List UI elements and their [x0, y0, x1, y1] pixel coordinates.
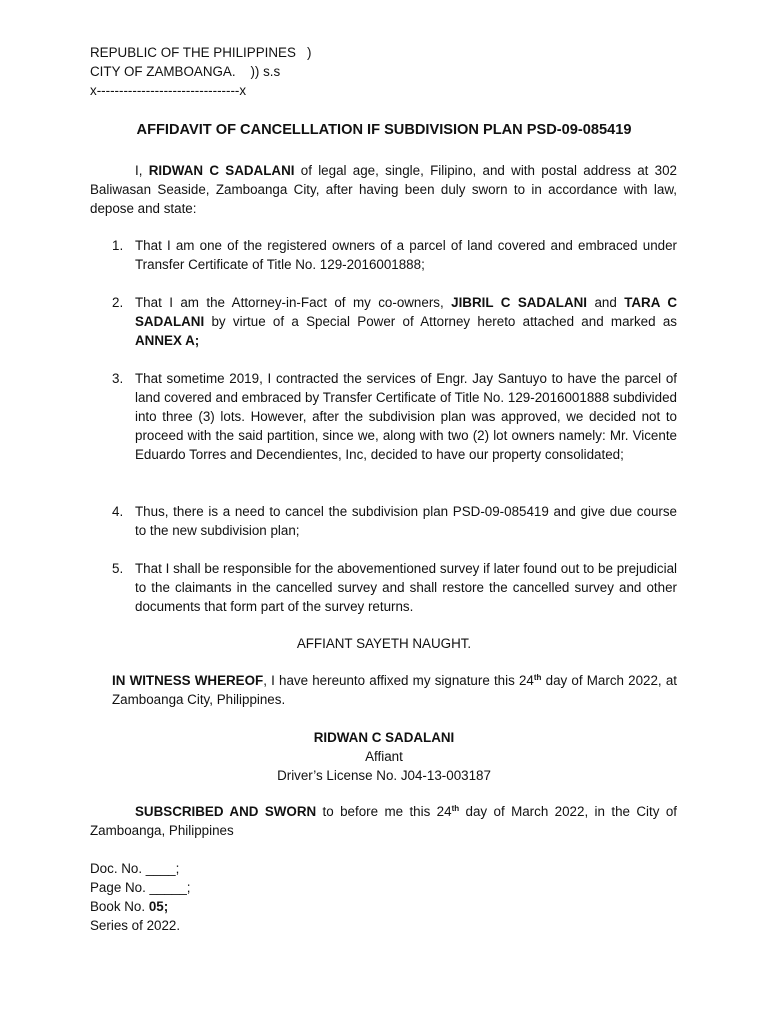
intro-prefix: I,: [135, 163, 149, 178]
book-number: [90, 897, 390, 916]
series-year: Series of 2022.: [90, 918, 181, 933]
affiant-role: Affiant: [365, 749, 403, 764]
item-text-part: and: [587, 295, 625, 310]
item-text: Thus, there is a need to cancel the subdivision plan PSD-09-085419 and give due course to the new subdivision plan;: [135, 504, 677, 538]
jurat-text: to before me this 24: [316, 804, 452, 819]
jurat-lead: SUBSCRIBED AND SWORN: [135, 804, 317, 819]
venue-header: [90, 43, 490, 100]
document-title: AFFIDAVIT OF CANCELLLATION IF SUBDIVISION PLAN PSD-09-085419: [136, 122, 632, 138]
witness-paragraph: [112, 671, 677, 709]
notarial-register: [90, 859, 390, 935]
item-number: 1.: [112, 238, 124, 253]
item-text: That I shall be responsible for the abovementioned survey if later found out to be prejudicial to the claimants in the cancelled survey and shall restore the cancelled survey and other documents that form part of the survey returns.: [135, 561, 677, 614]
jurat-paragraph: [90, 802, 677, 840]
ordinal-suffix: th: [451, 804, 460, 813]
affiant-license: Driver’s License No. J04-13-003187: [277, 768, 491, 783]
annex-label: ANNEX A;: [135, 333, 200, 348]
affiant-name-intro: RIDWAN C SADALANI: [148, 163, 295, 178]
list-item: [90, 293, 677, 350]
ordinal-suffix: th: [533, 673, 542, 682]
affiant-sayeth-naught: AFFIANT SAYETH NAUGHT.: [296, 636, 472, 651]
venue-line-city: CITY OF ZAMBOANGA. )) s.s: [90, 64, 281, 79]
item-number: 4.: [112, 504, 124, 519]
list-item: [90, 502, 677, 540]
witness-text: , I have hereunto affixed my signature this 24: [263, 673, 534, 688]
witness-lead: IN WITNESS WHEREOF: [112, 673, 264, 688]
list-item: [90, 369, 677, 464]
venue-line-republic: REPUBLIC OF THE PHILIPPINES ): [90, 45, 312, 60]
item-text: [135, 293, 677, 350]
venue-line-separator: x--------------------------------x: [90, 83, 247, 98]
item-text-part: That I am the Attorney-in-Fact of my co-owners,: [135, 295, 452, 310]
page-number: Page No. _____;: [90, 880, 191, 895]
doc-number: Doc. No. ____;: [90, 861, 180, 876]
item-number: 3.: [112, 371, 124, 386]
witness-text: day of March 2022, at Zamboanga City, Philippines.: [112, 673, 677, 707]
jurat-text: day of March 2022, in the City of Zamboanga, Philippines: [90, 804, 677, 838]
book-value: 05;: [148, 899, 169, 914]
list-item: [90, 236, 677, 274]
intro-paragraph: [90, 161, 677, 218]
co-owner-name: TARA C SADALANI: [135, 295, 677, 329]
co-owner-name: JIBRIL C SADALANI: [451, 295, 588, 310]
affiant-name: RIDWAN C SADALANI: [313, 730, 455, 745]
item-text: That sometime 2019, I contracted the services of Engr. Jay Santuyo to have the parcel of land covered and embraced by Transfer Certificate of Title No. 129-2016001888 subdivided into three (3) lots. However, after the subdivision plan was approved, we decided not to proceed with the said partition, since we, along with two (2) lot owners namely: Mr. Vicente Eduardo Torres and Decendientes, Inc, decided to have our property consolidated;: [135, 371, 677, 462]
list-item: [90, 559, 677, 616]
item-number: 5.: [112, 561, 124, 576]
item-number: 2.: [112, 295, 124, 310]
item-text: That I am one of the registered owners of a parcel of land covered and embraced under Transfer Certificate of Title No. 129-2016001888;: [135, 238, 677, 272]
intro-text: of legal age, single, Filipino, and with postal address at 302 Baliwasan Seaside, Zamboanga City, after having been duly sworn to in accordance with law, depose and state:: [90, 163, 677, 216]
item-text-part: by virtue of a Special Power of Attorney hereto attached and marked as: [204, 314, 677, 329]
affiant-signature-block: [0, 728, 768, 785]
book-label: Book No.: [90, 899, 149, 914]
